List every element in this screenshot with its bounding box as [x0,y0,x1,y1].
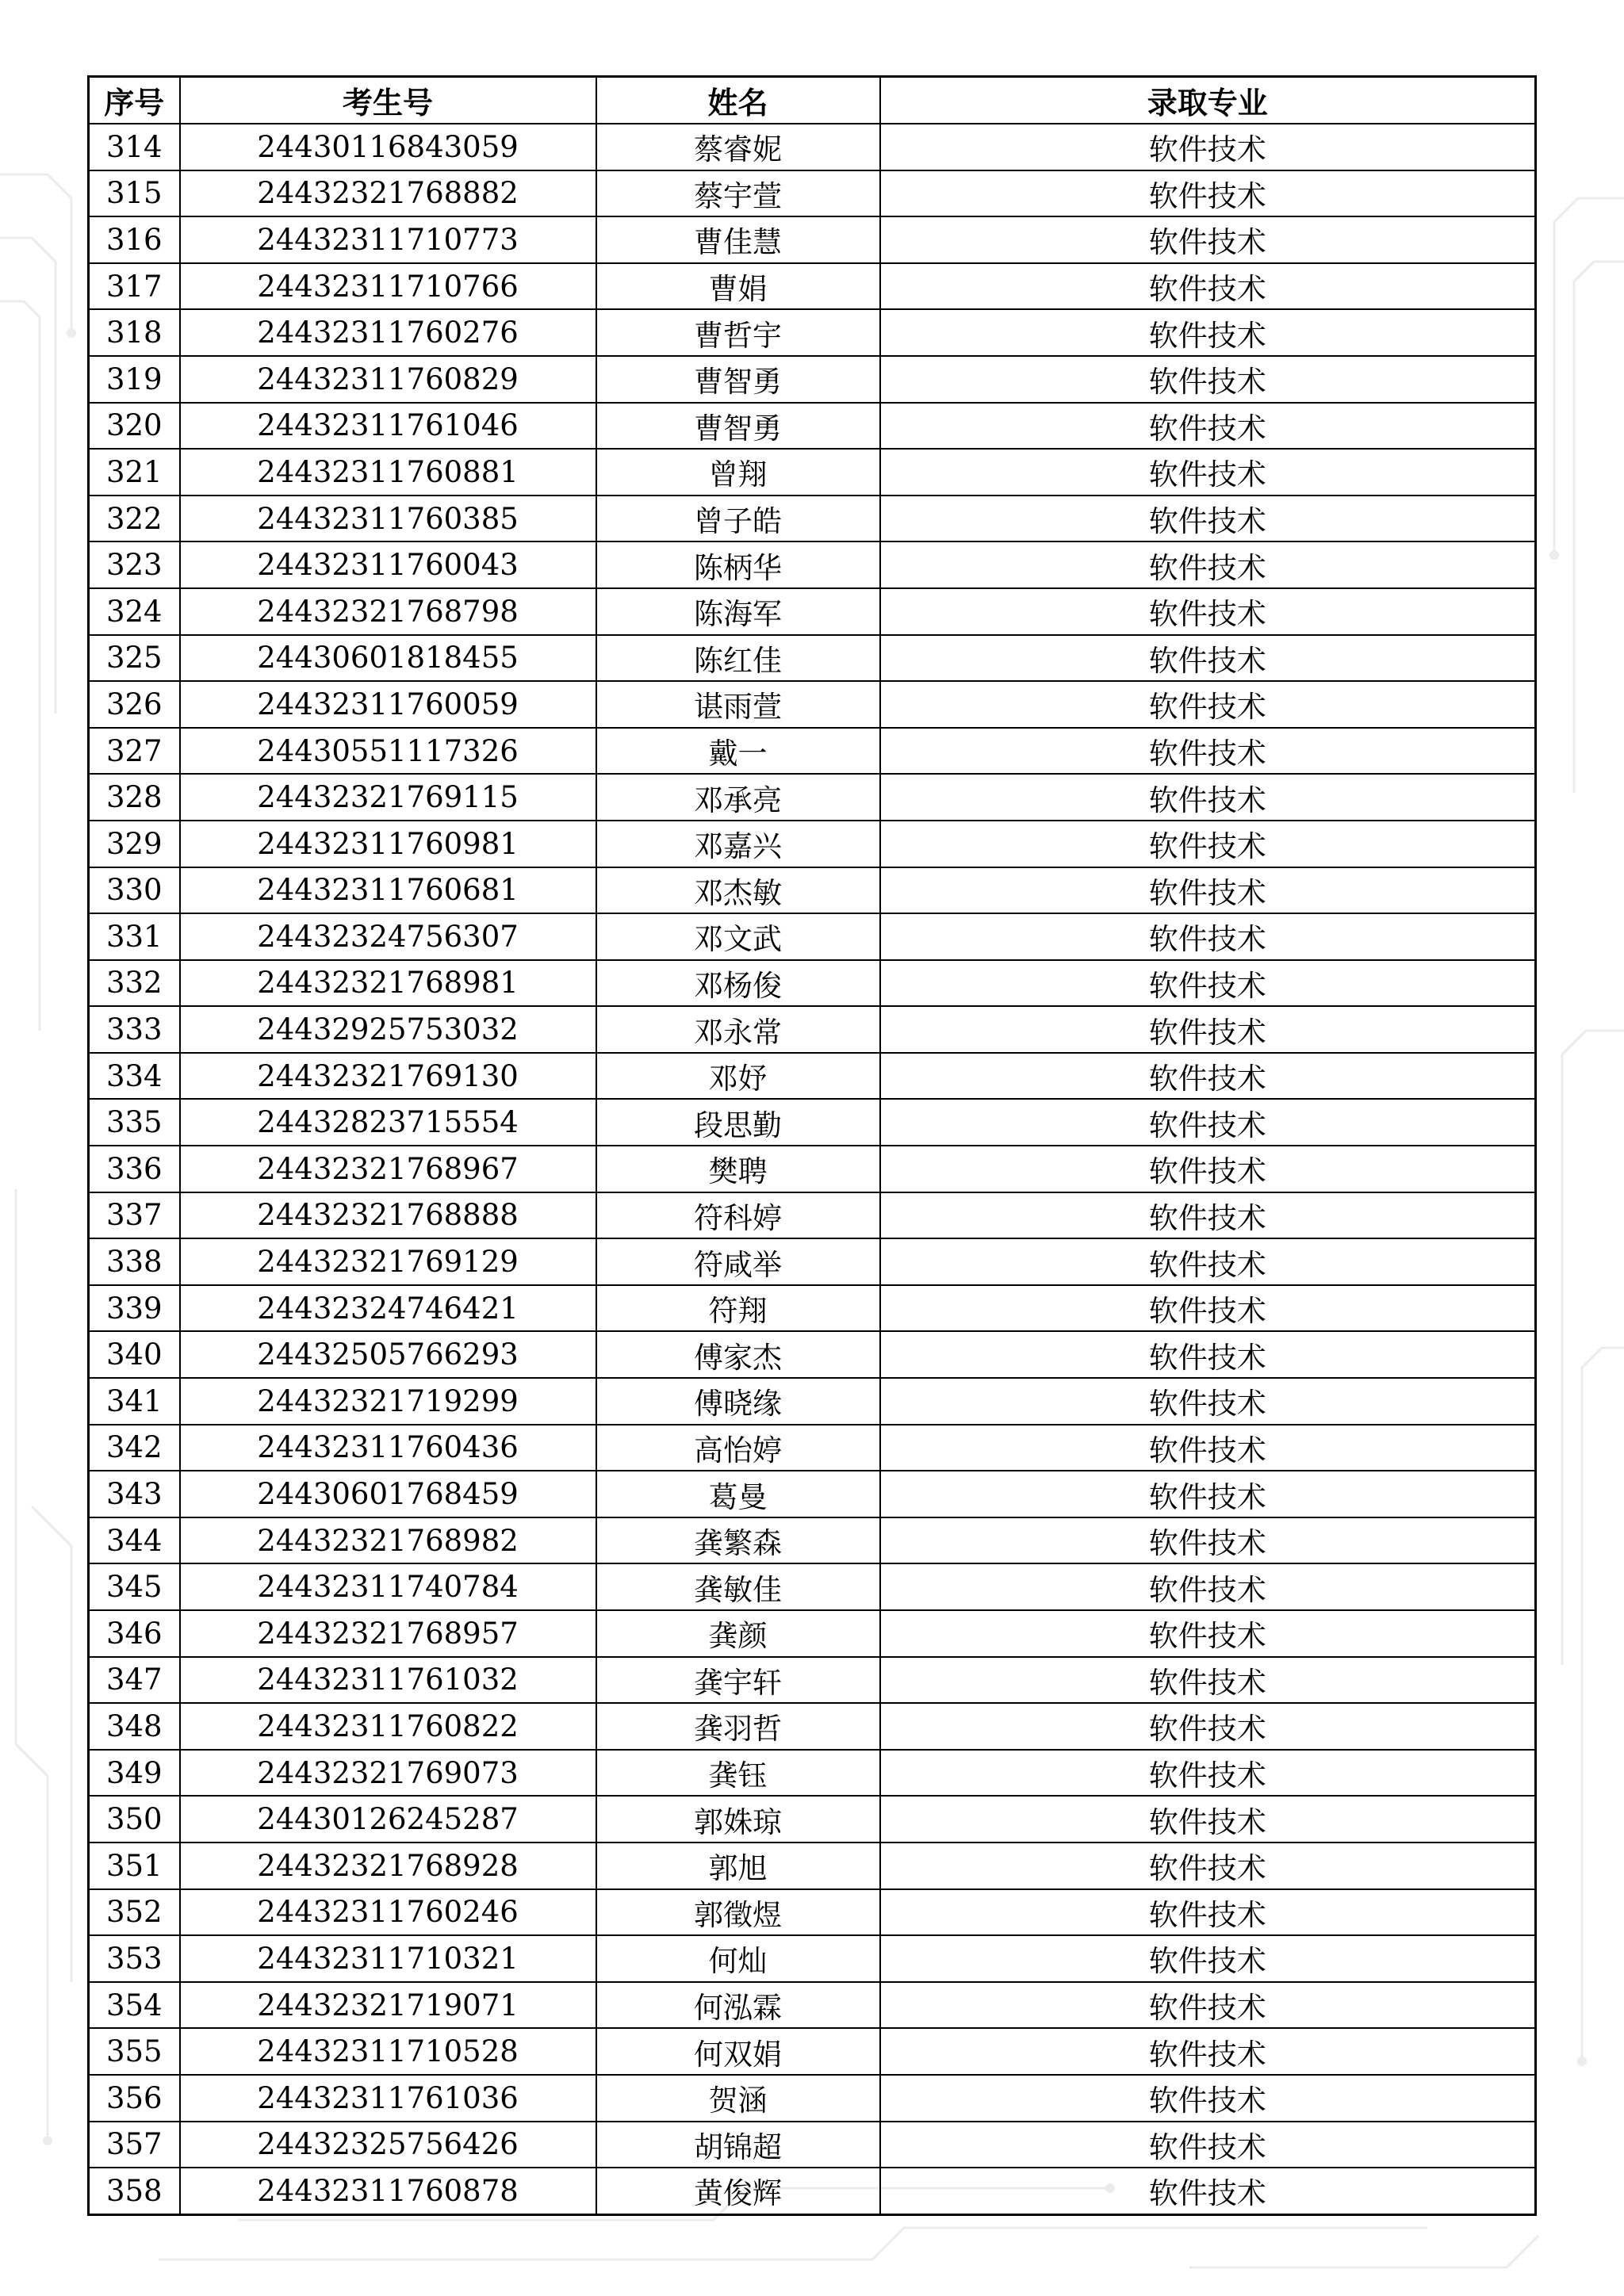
cell-seq: 327 [89,728,180,775]
cell-major: 软件技术 [880,2122,1536,2168]
cell-exam-id: 24430601818455 [180,635,596,682]
table-row [89,1146,1536,1192]
cell-major: 软件技术 [880,913,1536,960]
cell-major: 软件技术 [880,1889,1536,1936]
cell-name: 高怡婷 [596,1425,880,1471]
cell-major: 软件技术 [880,1471,1536,1517]
cell-major: 软件技术 [880,681,1536,728]
cell-major: 软件技术 [880,1982,1536,2029]
cell-major: 软件技术 [880,449,1536,496]
cell-major: 软件技术 [880,1053,1536,1100]
cell-name: 陈红佳 [596,635,880,682]
cell-exam-id: 24432311710766 [180,263,596,310]
cell-seq: 334 [89,1053,180,1100]
cell-exam-id: 24432321719299 [180,1378,596,1425]
cell-major: 软件技术 [880,960,1536,1007]
cell-seq: 337 [89,1192,180,1239]
cell-exam-id: 24432311740784 [180,1563,596,1610]
table-row [89,1657,1536,1704]
cell-major: 软件技术 [880,728,1536,775]
cell-exam-id: 24432321768957 [180,1610,596,1657]
cell-major: 软件技术 [880,1563,1536,1610]
cell-exam-id: 24432505766293 [180,1331,596,1378]
cell-major: 软件技术 [880,1238,1536,1285]
table-row [89,2168,1536,2214]
cell-seq: 330 [89,867,180,914]
header-name: 姓名 [596,77,880,124]
cell-name: 邓杨俊 [596,960,880,1007]
cell-seq: 353 [89,1935,180,1982]
cell-exam-id: 24432321768882 [180,170,596,217]
cell-exam-id: 24432321768798 [180,588,596,635]
cell-name: 蔡睿妮 [596,124,880,170]
table-row [89,170,1536,217]
table-row [89,821,1536,867]
cell-seq: 326 [89,681,180,728]
cell-major: 软件技术 [880,1285,1536,1332]
cell-exam-id: 24430551117326 [180,728,596,775]
admission-table [87,75,1537,2216]
cell-major: 软件技术 [880,635,1536,682]
cell-seq: 314 [89,124,180,170]
table-row [89,681,1536,728]
cell-seq: 354 [89,1982,180,2029]
table-row [89,1053,1536,1100]
cell-seq: 325 [89,635,180,682]
cell-name: 傅家杰 [596,1331,880,1378]
table-row [89,1006,1536,1053]
cell-major: 软件技术 [880,124,1536,170]
cell-seq: 328 [89,774,180,821]
cell-seq: 342 [89,1425,180,1471]
table-row [89,541,1536,588]
cell-major: 软件技术 [880,1378,1536,1425]
table-row [89,2122,1536,2168]
cell-exam-id: 24430116843059 [180,124,596,170]
cell-seq: 349 [89,1750,180,1797]
table-row [89,1982,1536,2029]
cell-name: 曹智勇 [596,403,880,450]
cell-exam-id: 24432321769130 [180,1053,596,1100]
cell-name: 邓文武 [596,913,880,960]
cell-exam-id: 24432311710321 [180,1935,596,1982]
cell-name: 戴一 [596,728,880,775]
cell-major: 软件技术 [880,2075,1536,2122]
header-exam-id: 考生号 [180,77,596,124]
cell-seq: 323 [89,541,180,588]
cell-seq: 333 [89,1006,180,1053]
cell-major: 软件技术 [880,1750,1536,1797]
cell-seq: 347 [89,1657,180,1704]
cell-seq: 329 [89,821,180,867]
cell-exam-id: 24432311710773 [180,216,596,263]
cell-name: 何双娟 [596,2028,880,2075]
table-row [89,1331,1536,1378]
cell-seq: 341 [89,1378,180,1425]
cell-seq: 322 [89,496,180,542]
cell-seq: 348 [89,1703,180,1750]
table-body [89,124,1536,2214]
table-row [89,1099,1536,1146]
cell-exam-id: 24432311760829 [180,356,596,403]
cell-seq: 320 [89,403,180,450]
table-row [89,1610,1536,1657]
cell-exam-id: 24432311760059 [180,681,596,728]
table-row [89,1563,1536,1610]
table-row [89,449,1536,496]
cell-major: 软件技术 [880,2028,1536,2075]
cell-exam-id: 24432321719071 [180,1982,596,2029]
cell-exam-id: 24432321768967 [180,1146,596,1192]
table-row [89,960,1536,1007]
table-row [89,728,1536,775]
cell-seq: 343 [89,1471,180,1517]
cell-name: 何泓霖 [596,1982,880,2029]
cell-exam-id: 24432321768928 [180,1843,596,1889]
cell-name: 陈海军 [596,588,880,635]
cell-major: 软件技术 [880,1796,1536,1843]
cell-exam-id: 24432324746421 [180,1285,596,1332]
cell-seq: 357 [89,2122,180,2168]
cell-major: 软件技术 [880,1425,1536,1471]
cell-seq: 321 [89,449,180,496]
cell-name: 胡锦超 [596,2122,880,2168]
cell-name: 傅晓缘 [596,1378,880,1425]
cell-major: 软件技术 [880,403,1536,450]
cell-name: 郭旭 [596,1843,880,1889]
cell-exam-id: 24432311760276 [180,309,596,356]
cell-name: 龚颜 [596,1610,880,1657]
cell-exam-id: 24432311761046 [180,403,596,450]
cell-name: 黄俊辉 [596,2168,880,2214]
table-row [89,124,1536,170]
cell-seq: 355 [89,2028,180,2075]
cell-seq: 315 [89,170,180,217]
cell-exam-id: 24432311760681 [180,867,596,914]
table-row [89,1750,1536,1797]
cell-exam-id: 24432325756426 [180,2122,596,2168]
table-row [89,913,1536,960]
cell-exam-id: 24432823715554 [180,1099,596,1146]
cell-exam-id: 24432311760246 [180,1889,596,1936]
cell-seq: 336 [89,1146,180,1192]
cell-seq: 344 [89,1517,180,1564]
table-row [89,1796,1536,1843]
cell-exam-id: 24432311761032 [180,1657,596,1704]
cell-major: 软件技术 [880,1517,1536,1564]
cell-seq: 339 [89,1285,180,1332]
cell-exam-id: 24432311760436 [180,1425,596,1471]
cell-name: 邓妤 [596,1053,880,1100]
table-row [89,216,1536,263]
cell-name: 邓永常 [596,1006,880,1053]
cell-exam-id: 24432311710528 [180,2028,596,2075]
table-row [89,2075,1536,2122]
cell-major: 软件技术 [880,1935,1536,1982]
cell-major: 软件技术 [880,774,1536,821]
cell-seq: 345 [89,1563,180,1610]
cell-exam-id: 24432324756307 [180,913,596,960]
cell-seq: 317 [89,263,180,310]
table-row [89,867,1536,914]
cell-exam-id: 24432925753032 [180,1006,596,1053]
cell-major: 软件技术 [880,170,1536,217]
cell-name: 谌雨萱 [596,681,880,728]
cell-major: 软件技术 [880,309,1536,356]
cell-major: 软件技术 [880,356,1536,403]
table-row [89,309,1536,356]
table-row [89,1471,1536,1517]
cell-name: 樊聘 [596,1146,880,1192]
cell-name: 陈柄华 [596,541,880,588]
cell-seq: 316 [89,216,180,263]
cell-major: 软件技术 [880,1657,1536,1704]
cell-major: 软件技术 [880,1192,1536,1239]
cell-major: 软件技术 [880,541,1536,588]
cell-seq: 331 [89,913,180,960]
cell-exam-id: 24432311760878 [180,2168,596,2214]
cell-exam-id: 24432311760981 [180,821,596,867]
cell-exam-id: 24432311760043 [180,541,596,588]
table-row [89,356,1536,403]
table-row [89,496,1536,542]
cell-name: 段思勤 [596,1099,880,1146]
cell-name: 龚繁森 [596,1517,880,1564]
cell-exam-id: 24432321768981 [180,960,596,1007]
cell-name: 邓承亮 [596,774,880,821]
cell-seq: 338 [89,1238,180,1285]
cell-name: 符科婷 [596,1192,880,1239]
cell-name: 符翔 [596,1285,880,1332]
cell-seq: 356 [89,2075,180,2122]
cell-name: 曹智勇 [596,356,880,403]
cell-name: 何灿 [596,1935,880,1982]
cell-exam-id: 24432321769073 [180,1750,596,1797]
cell-name: 邓嘉兴 [596,821,880,867]
table-row [89,1703,1536,1750]
table-row [89,635,1536,682]
table-row [89,263,1536,310]
cell-name: 邓杰敏 [596,867,880,914]
cell-name: 曹哲宇 [596,309,880,356]
cell-name: 龚敏佳 [596,1563,880,1610]
cell-seq: 350 [89,1796,180,1843]
table-row [89,1935,1536,1982]
cell-name: 龚钰 [596,1750,880,1797]
table-row [89,1889,1536,1936]
table-row [89,1843,1536,1889]
cell-exam-id: 24432311760881 [180,449,596,496]
table-row [89,1378,1536,1425]
cell-exam-id: 24430601768459 [180,1471,596,1517]
cell-seq: 340 [89,1331,180,1378]
cell-major: 软件技术 [880,1843,1536,1889]
cell-major: 软件技术 [880,588,1536,635]
table-row [89,403,1536,450]
cell-exam-id: 24432321768888 [180,1192,596,1239]
table-row [89,588,1536,635]
cell-major: 软件技术 [880,1331,1536,1378]
table-row [89,1192,1536,1239]
table-row [89,2028,1536,2075]
cell-major: 软件技术 [880,2168,1536,2214]
cell-major: 软件技术 [880,496,1536,542]
cell-major: 软件技术 [880,263,1536,310]
cell-exam-id: 24432321769129 [180,1238,596,1285]
cell-name: 曾子皓 [596,496,880,542]
cell-name: 龚羽哲 [596,1703,880,1750]
cell-exam-id: 24432321768982 [180,1517,596,1564]
header-seq: 序号 [89,77,180,124]
cell-seq: 351 [89,1843,180,1889]
cell-name: 葛曼 [596,1471,880,1517]
cell-name: 郭姝琼 [596,1796,880,1843]
cell-exam-id: 24432311760385 [180,496,596,542]
cell-name: 曹佳慧 [596,216,880,263]
table-header-row [89,77,1536,124]
cell-major: 软件技术 [880,821,1536,867]
cell-major: 软件技术 [880,1099,1536,1146]
table-row [89,774,1536,821]
cell-seq: 319 [89,356,180,403]
cell-name: 符咸举 [596,1238,880,1285]
table-row [89,1238,1536,1285]
cell-exam-id: 24432311761036 [180,2075,596,2122]
cell-name: 龚宇轩 [596,1657,880,1704]
cell-name: 蔡宇萱 [596,170,880,217]
cell-name: 贺涵 [596,2075,880,2122]
cell-seq: 324 [89,588,180,635]
cell-seq: 335 [89,1099,180,1146]
cell-name: 郭徵煜 [596,1889,880,1936]
cell-exam-id: 24430126245287 [180,1796,596,1843]
cell-major: 软件技术 [880,1146,1536,1192]
table-row [89,1517,1536,1564]
table-row [89,1285,1536,1332]
cell-major: 软件技术 [880,867,1536,914]
cell-name: 曾翔 [596,449,880,496]
cell-seq: 318 [89,309,180,356]
cell-name: 曹娟 [596,263,880,310]
cell-seq: 358 [89,2168,180,2214]
cell-major: 软件技术 [880,216,1536,263]
header-major: 录取专业 [880,77,1536,124]
cell-exam-id: 24432311760822 [180,1703,596,1750]
cell-major: 软件技术 [880,1703,1536,1750]
cell-seq: 352 [89,1889,180,1936]
cell-exam-id: 24432321769115 [180,774,596,821]
cell-major: 软件技术 [880,1610,1536,1657]
cell-seq: 346 [89,1610,180,1657]
cell-seq: 332 [89,960,180,1007]
cell-major: 软件技术 [880,1006,1536,1053]
table-row [89,1425,1536,1471]
